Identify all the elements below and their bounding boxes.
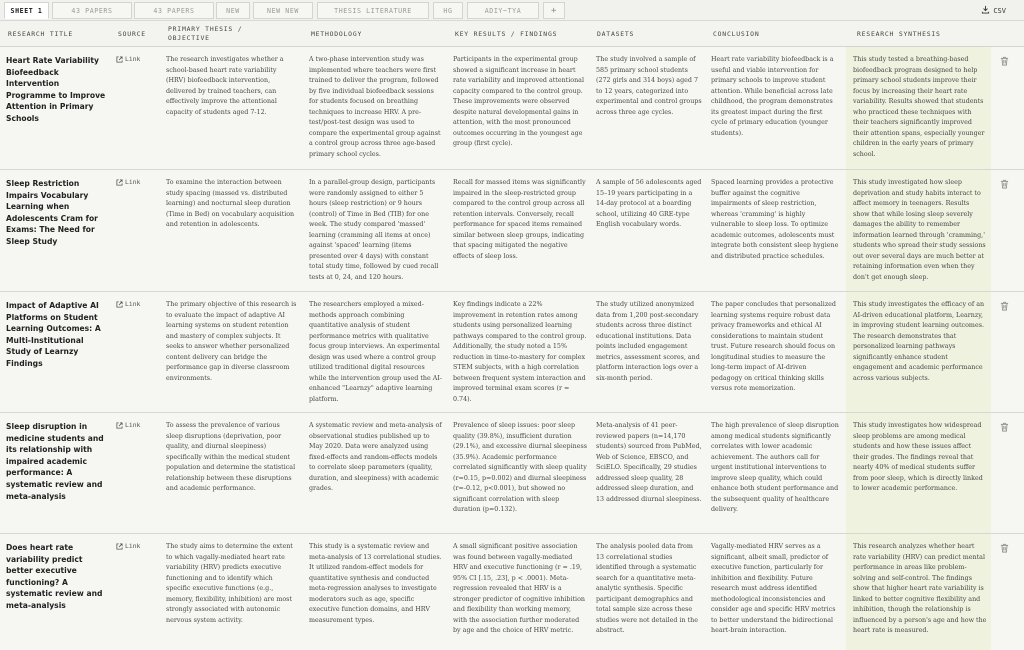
objective-cell: The primary objective of this research is to evaluate the impact of adaptive AI learning systems on student retention and mastery of complex subjects. It seeks to answer whether personalized content delivery can bridge the performance gap in diverse classroom environments. — [166, 301, 297, 382]
results-cell: A small significant positive association was found between vagally-mediated HRV and executive functioning (r = .19, 95% CI [.15, .23], p < .0001). Meta-regression revealed that HRV is a stronger predictor of cognitive inhibition and flexibility than working memory, with the association further moderated by age and the choice of HRV metric. — [453, 543, 585, 634]
methodology-cell: The researchers employed a mixed-methods approach combining quantitative analysis of student performance metrics with qualitative focus group interviews. An experimental design was used where a control group utilized traditional digital resources while the intervention group used the AI-enhanced "Learnzy" adaptive learning platform. — [309, 301, 443, 403]
tab-new[interactable]: NEW — [216, 2, 250, 19]
results-cell: Prevalence of sleep issues: poor sleep quality (39.8%), insufficient duration (29.1%), and excessive diurnal sleepiness (35.9%). Academic performance correlated significantly with sleep quality (r=0.15, p=0.002) and diurnal sleepiness (r=-0.12, p<0.001), but showed no significant correlation with sleep duration (p=0.132). — [453, 422, 587, 513]
source-link[interactable] — [116, 542, 156, 550]
export-csv-button[interactable] — [981, 3, 1006, 18]
tab-sheet-1[interactable]: SHEET 1 — [4, 2, 49, 19]
download-icon — [981, 5, 990, 16]
datasets-cell: The analysis pooled data from 13 correlational studies identified through a systematic search for a quantitative meta-analytic synthesis. Specific participant demographics and total sample size across these studies were not detailed in the abstract. — [596, 543, 699, 634]
external-link-icon — [116, 422, 123, 429]
external-link-icon — [116, 543, 123, 550]
table-row — [0, 170, 1024, 292]
table-row — [0, 47, 1024, 170]
research-title: Heart Rate Variability Biofeedback Intervention Programme to Improve Attention in Primary Schools — [6, 56, 106, 123]
synthesis-cell — [846, 292, 991, 412]
results-cell: Participants in the experimental group showed a significant increase in heart rate variability and improved attentional capacity compared to the control group. These improvements were observed despite natural developmental gains in attention, with the most pronounced outcomes occurring in the youngest age group (first cycle). — [453, 56, 584, 147]
conclusion-cell: The high prevalence of sleep disruption among medical students significantly correlates with lower academic achievement. The authors call for urgent institutional interventions to improve sleep quality, which could enhance both student performance and the subsequent quality of healthcare delivery. — [711, 422, 839, 513]
source-link[interactable] — [116, 421, 156, 429]
research-title: Impact of Adaptive AI Platforms on Student Learning Outcomes: A Multi-Institutional Study of Learnzy Findings — [6, 301, 101, 368]
trash-icon[interactable] — [1000, 543, 1009, 553]
source-link-label[interactable]: Link — [125, 55, 141, 63]
synthesis-cell — [846, 170, 991, 291]
column-header-results[interactable]: KEY RESULTS / FINDINGS — [455, 29, 558, 38]
trash-icon[interactable] — [1000, 422, 1009, 432]
export-csv-label: CSV — [993, 6, 1006, 15]
source-link-label[interactable]: Link — [125, 542, 141, 550]
datasets-cell: The study involved a sample of 585 primary school students (272 girls and 314 boys) aged 7 to 12 years, categorized into experimental and control groups across three age cycles. — [596, 56, 702, 116]
column-header-conclusion[interactable]: CONCLUSION — [713, 29, 760, 38]
objective-cell: To examine the interaction between study spacing (massed vs. distributed learning) and nocturnal sleep duration (Time in Bed) on vocabulary acquisition and retention in adolescents. — [166, 179, 295, 228]
add-sheet-button[interactable]: + — [543, 2, 565, 19]
column-header-synthesis[interactable]: RESEARCH SYNTHESIS — [857, 29, 941, 38]
trash-icon[interactable] — [1000, 179, 1009, 189]
research-title: Sleep Restriction Impairs Vocabulary Learning when Adolescents Cram for Exams: The Need for Sleep Study — [6, 179, 98, 246]
synthesis-text: This study investigated how sleep deprivation and study habits interact to affect memory in teenagers. Results show that while losing sleep severely damages the ability to remember information learned through 'cramming,' students who spread their study sessions out over several days are much better at retaining information even when they don't get enough sleep. — [853, 179, 986, 281]
methodology-cell: A systematic review and meta-analysis of observational studies published up to May 2020. Data were analyzed using fixed-effects and random-effects models to correlate sleep parameters (quality, duration, and sleepiness) with academic grades. — [309, 422, 442, 492]
datasets-cell: A sample of 56 adolescents aged 15–19 years participating in a 14-day protocol at a boarding school, utilizing 40 GRE-type English vocabulary words. — [596, 179, 702, 228]
synthesis-cell — [846, 413, 991, 533]
external-link-icon — [116, 301, 123, 308]
results-cell: Recall for massed items was significantly impaired in the sleep-restricted group compared to the control group across all retention intervals. Conversely, recall performance for spaced items remained similar between sleep groups, indicating that spacing mitigated the negative effects of sleep loss. — [453, 179, 586, 260]
synthesis-text: This study investigates how widespread sleep problems are among medical students and how these issues affect their grades. The findings reveal that nearly 40% of medical students suffer from poor sleep, which is directly linked to lower academic performance. — [853, 422, 983, 492]
conclusion-cell: Vagally-mediated HRV serves as a significant, albeit small, predictor of executive function, particularly for inhibition and flexibility. Future research must address identified methodological inconsistencies and consider age and specific HRV metrics to better understand the bidirectional heart-brain interaction. — [711, 543, 836, 634]
methodology-cell: A two-phase intervention study was implemented where teachers were first trained to deliver the program, followed by five individual biofeedback sessions for students focused on breathing techniques to increase HRV. A pre-test/post-test design was used to compare the experimental group against a control group across three age-based primary school cycles. — [309, 56, 441, 158]
external-link-icon — [116, 179, 123, 186]
synthesis-cell — [846, 47, 991, 169]
synthesis-text: This study investigates the efficacy of an AI-driven educational platform, Learnzy, in improving student learning outcomes. The research demonstrates that personalized learning pathways significantly enhance student engagement and academic performance across various subjects. — [853, 301, 985, 382]
results-cell: Key findings indicate a 22% improvement in retention rates among students using personalized learning pathways compared to the control group. Additionally, the study noted a 15% reduction in time-to-mastery for complex STEM subjects, with a high correlation between frequent system interaction and improved terminal exam scores (r = 0.74). — [453, 301, 587, 403]
source-link-label[interactable]: Link — [125, 178, 141, 186]
synthesis-cell — [846, 534, 991, 650]
table-row — [0, 413, 1024, 534]
column-header-objective[interactable]: PRIMARY THESIS / OBJECTIVE — [168, 25, 243, 42]
trash-icon[interactable] — [1000, 301, 1009, 311]
conclusion-cell: The paper concludes that personalized learning systems require robust data privacy frameworks and ethical AI considerations to maintain student trust. Future research should focus on longitudinal studies to measure the long-term impact of AI-driven pedagogy on critical thinking skills versus rote memorization. — [711, 301, 836, 392]
tab-43-papers[interactable]: 43 PAPERS — [52, 2, 132, 19]
trash-icon[interactable] — [1000, 56, 1009, 66]
objective-cell: To assess the prevalence of various sleep disruptions (deprivation, poor quality, and diurnal sleepiness) specifically within the medical student population and determine the statistical relationship between these disruptions and academic performance. — [166, 422, 296, 492]
datasets-cell: Meta-analysis of 41 peer-reviewed papers (n=14,170 students) sourced from PubMed, Web of Science, EBSCO, and SciELO. Specifically, 29 studies addressed sleep quality, 28 addressed sleep duration, and 13 addressed diurnal sleepiness. — [596, 422, 702, 503]
column-header-title[interactable]: RESEARCH TITLE — [8, 29, 74, 38]
table-row — [0, 292, 1024, 413]
source-link[interactable] — [116, 300, 156, 308]
tab-adiytya[interactable]: ADIY~TYA — [467, 2, 539, 19]
column-header-datasets[interactable]: DATASETS — [597, 29, 635, 38]
column-header-methodology[interactable]: METHODOLOGY — [311, 29, 363, 38]
tab-new-new[interactable]: NEW NEW — [253, 2, 313, 19]
column-header-source[interactable]: SOURCE — [118, 29, 146, 38]
conclusion-cell: Heart rate variability biofeedback is a useful and viable intervention for primary schools to improve student attention. While beneficial across late childhood, the program demonstrates its greatest impact during the first cycle of primary education (younger students). — [711, 56, 834, 137]
table-row — [0, 534, 1024, 650]
table-header — [0, 21, 1024, 47]
conclusion-cell: Spaced learning provides a protective buffer against the cognitive impairments of sleep restriction, whereas 'cramming' is highly vulnerable to sleep loss. To optimize academic outcomes, adolescents must integrate both consistent sleep hygiene and distributed practice schedules. — [711, 179, 839, 260]
source-link-label[interactable]: Link — [125, 300, 141, 308]
synthesis-text: This research analyzes whether heart rate variability (HRV) can predict mental performance in areas like problem-solving and self-control. The findings show that higher heart rate variability is linked to better cognitive flexibility and inhibition, though the relationship is influenced by a person's age and how the heart rate is measured. — [853, 543, 987, 634]
tab-hg[interactable]: HG — [433, 2, 463, 19]
objective-cell: The study aims to determine the extent to which vagally-mediated heart rate variability (HRV) predicts executive functioning and to identify which specific executive functions (e.g., memory, flexibility, inhibition) are most strongly associated with autonomic nervous system activity. — [166, 543, 293, 624]
tab-43-papers-2[interactable]: 43 PAPERS — [134, 2, 214, 19]
methodology-cell: In a parallel-group design, participants were randomly assigned to either 5 hours (sleep restriction) or 9 hours (control) of Time in Bed (TIB) for one week. The study compared 'massed' learning (cramming all items at once) against 'spaced' learning (items presented over 4 days) with constant total study time, followed by cued recall tests at 0, 24, and 120 hours. — [309, 179, 439, 281]
synthesis-text: This study tested a breathing-based biofeedback program designed to help primary school students improve their focus by increasing their heart rate variability. Results showed that students who practiced these techniques with their teachers significantly improved their attention spans, especially younger children in the early years of primary school. — [853, 56, 985, 158]
sheet-tab-bar — [0, 0, 1024, 21]
external-link-icon — [116, 56, 123, 63]
research-title: Does heart rate variability predict better executive functioning? A systematic review and meta-analysis — [6, 543, 103, 610]
datasets-cell: The study utilized anonymized data from 1,200 post-secondary students across three distinct educational institutions. Data points included engagement metrics, assessment scores, and platform interaction logs over a six-month period. — [596, 301, 700, 382]
source-link[interactable] — [116, 178, 156, 186]
objective-cell: The research investigates whether a school-based heart rate variability (HRV) biofeedback intervention, delivered by trained teachers, can effectively improve the attentional capacity of students aged 7-12. — [166, 56, 284, 116]
tab-thesis-literature[interactable]: THESIS LITERATURE — [317, 2, 429, 19]
source-link[interactable] — [116, 55, 156, 63]
source-link-label[interactable]: Link — [125, 421, 141, 429]
research-title: Sleep disruption in medicine students and its relationship with impaired academic performance: A systematic review and meta-analysis — [6, 422, 104, 501]
methodology-cell: This study is a systematic review and meta-analysis of 13 correlational studies. It utilized random-effect models for quantitative synthesis and conducted meta-regression analyses to investigate moderators such as age, specific executive function domains, and HRV measurement types. — [309, 543, 442, 624]
